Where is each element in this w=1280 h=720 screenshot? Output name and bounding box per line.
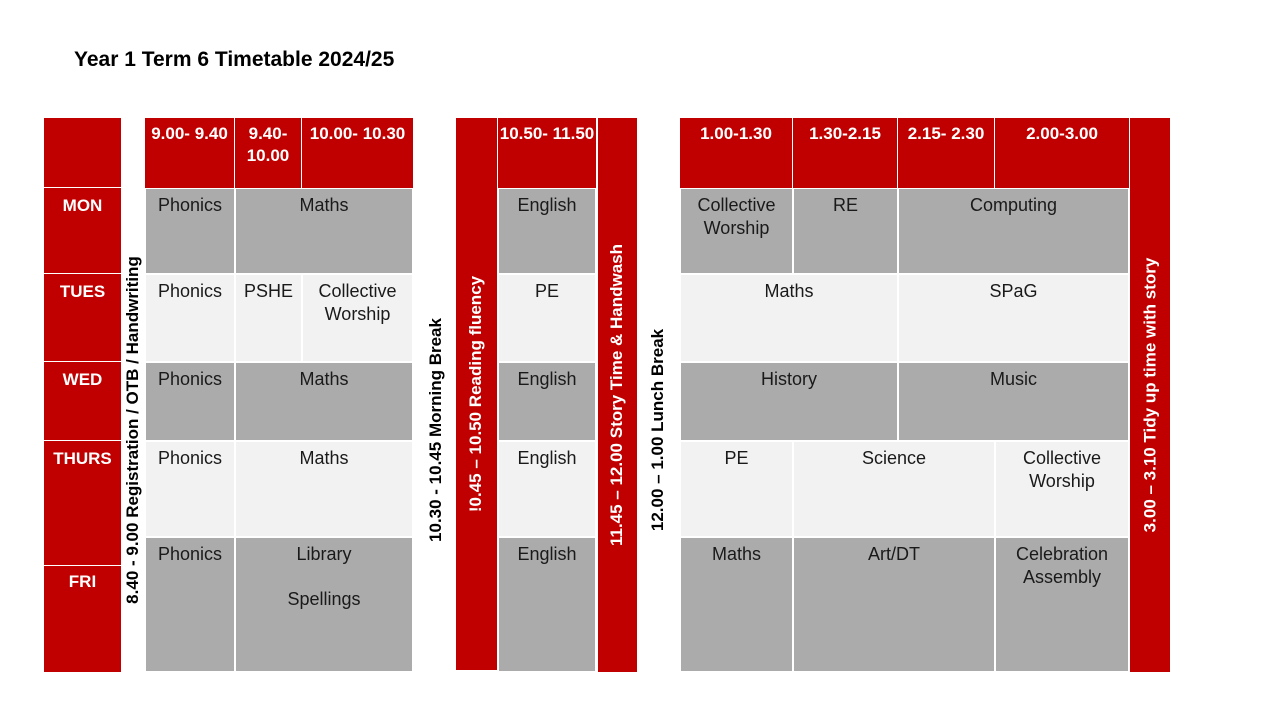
lesson-cell: Collective Worship: [995, 441, 1129, 537]
day-label-thurs: THURS: [53, 449, 112, 468]
day-divider: [44, 187, 121, 188]
lesson-cell: English: [498, 362, 596, 441]
lesson-cell: History: [680, 362, 898, 441]
lesson-cell: SPaG: [898, 274, 1129, 362]
lesson-spellings: Spellings: [287, 589, 361, 609]
lesson-cell: English: [498, 537, 596, 672]
morning-break-label: 10.30 - 10.45 Morning Break: [426, 318, 445, 542]
header-2-15: 2.15- 2.30: [898, 118, 995, 188]
lesson-cell: Art/DT: [793, 537, 995, 672]
header-1-00: 1.00-1.30: [680, 118, 793, 188]
header-1-30: 1.30-2.15: [793, 118, 898, 188]
registration-band: [121, 188, 145, 672]
lesson-cell: PSHE: [235, 274, 302, 362]
story-time-label: 11.45 – 12.00 Story Time & Handwash: [607, 243, 627, 547]
lesson-cell: Celebration Assembly: [995, 537, 1129, 672]
lesson-cell: Science: [793, 441, 995, 537]
lesson-library: Library: [296, 544, 352, 564]
lesson-cell: Phonics: [145, 362, 235, 441]
lesson-cell: Maths: [235, 188, 413, 274]
lunch-break-label: 12.00 – 1.00 Lunch Break: [648, 328, 668, 532]
lunch-break-band: [646, 188, 670, 672]
reading-fluency-band: [456, 118, 497, 670]
lesson-cell: Maths: [680, 274, 898, 362]
day-divider: [44, 565, 121, 566]
day-label-mon: MON: [62, 196, 103, 215]
lesson-cell: Collective Worship: [302, 274, 413, 362]
lesson-cell-library-spellings: [235, 537, 413, 672]
day-label-wed: WED: [62, 370, 103, 389]
lesson-cell: Maths: [680, 537, 793, 672]
header-2-00: 2.00-3.00: [995, 118, 1129, 188]
day-label-fri: FRI: [68, 572, 97, 591]
lesson-cell: RE: [793, 188, 898, 274]
lesson-cell: Phonics: [145, 274, 235, 362]
lesson-cell: Maths: [235, 441, 413, 537]
lesson-cell: Computing: [898, 188, 1129, 274]
lesson-cell: Phonics: [145, 537, 235, 672]
day-label-tues: TUES: [59, 282, 106, 301]
registration-label: 8.40 - 9.00 Registration / OTB / Handwriting: [123, 256, 142, 604]
header-10-00: 10.00- 10.30: [302, 118, 413, 188]
lesson-cell: Phonics: [145, 441, 235, 537]
day-divider: [44, 440, 121, 441]
morning-break-band: [424, 188, 448, 672]
day-divider: [44, 361, 121, 362]
day-divider: [44, 273, 121, 274]
lesson-cell: Music: [898, 362, 1129, 441]
lesson-cell: English: [498, 188, 596, 274]
reading-fluency-label: !0.45 – 10.50 Reading fluency: [466, 275, 486, 513]
lesson-cell: PE: [680, 441, 793, 537]
lesson-cell: PE: [498, 274, 596, 362]
tidy-up-label: 3.00 – 3.10 Tidy up time with story: [1140, 257, 1159, 533]
story-time-band: [598, 118, 637, 672]
header-9-40: 9.40- 10.00: [235, 118, 302, 188]
header-10-50: 10.50- 11.50: [498, 118, 596, 188]
tidy-up-band: [1130, 118, 1170, 672]
lesson-cell: Collective Worship: [680, 188, 793, 274]
lesson-cell: English: [498, 441, 596, 537]
header-9-00: 9.00- 9.40: [145, 118, 235, 188]
page-title: Year 1 Term 6 Timetable 2024/25: [74, 48, 395, 71]
lesson-cell: Phonics: [145, 188, 235, 274]
lesson-cell: Maths: [235, 362, 413, 441]
